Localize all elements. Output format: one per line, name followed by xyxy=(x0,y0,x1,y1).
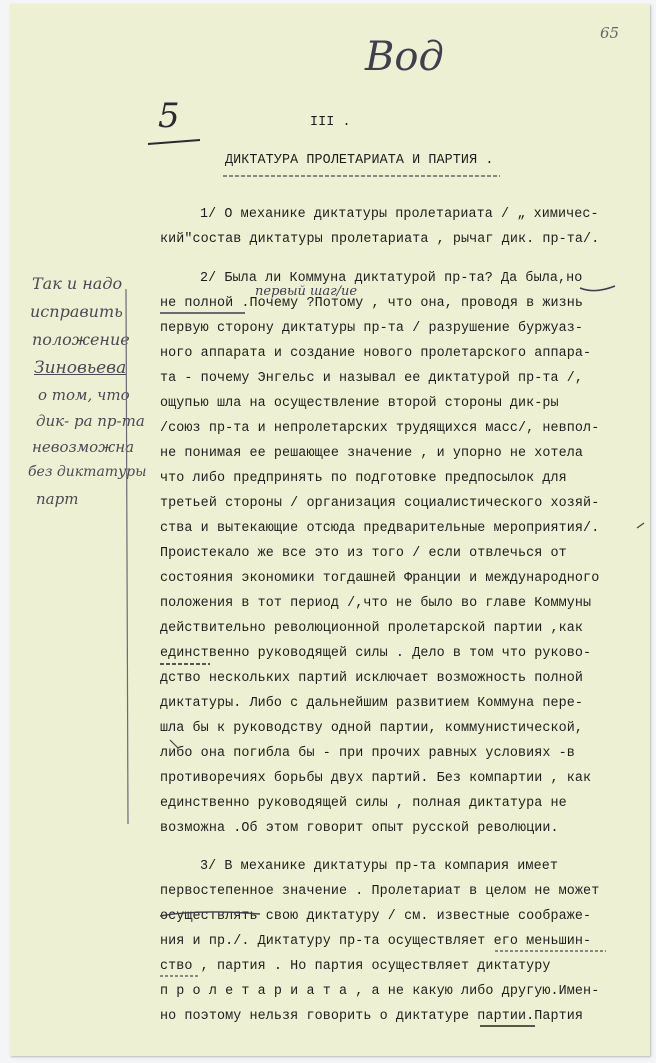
text-line: ощупью шла на осуществление второй стороны дик-ры xyxy=(160,396,559,411)
text-line: не полной .Почему ?Потому , что она, проводя в жизнь xyxy=(160,296,584,311)
underline-no xyxy=(580,286,615,291)
header-stamp: Вод xyxy=(365,34,444,80)
text-line: ния и пр./. Диктатуру пр-та осуществляет его меньшин- xyxy=(160,934,592,949)
margin-note-line: парт xyxy=(36,490,79,508)
page-number: 65 xyxy=(600,24,620,42)
text-line: что либо предпринять по подготовке предпосылок для xyxy=(160,471,567,486)
text-line: та - почему Энгельс и называл ее диктатурой пр-та /, xyxy=(160,371,584,386)
text-line: кий"состав диктатуры пролетариата , рычаг дик. пр-та/. xyxy=(160,232,600,247)
tick-mark xyxy=(170,740,178,748)
strike-osushchestvlyat xyxy=(160,912,260,916)
text-line: дство нескольких партий исключает возможность полной xyxy=(160,671,584,686)
text-line: но поэтому нельзя говорить о диктатуре партии.Партия xyxy=(160,1009,584,1024)
text-line: первостепенное значение . Пролетариат в целом не может xyxy=(160,884,600,899)
chapter-title: ДИКТАТУРА ПРОЛЕТАРИАТА И ПАРТИЯ . xyxy=(225,153,494,168)
text-line: /союз пр-та и непролетарских трудящихся масс/, невпол- xyxy=(160,421,600,436)
text-line: противоречиях борьбы двух партий. Без компартии , как xyxy=(160,771,592,786)
margin-note-line: о том, что xyxy=(38,386,130,404)
margin-note-line: без диктатуры xyxy=(28,464,147,480)
margin-note-line: Зиновьева xyxy=(34,358,127,378)
interlinear-note: первый шаг/ие xyxy=(255,284,358,299)
text-line: осуществлять свою диктатуру / см. известные соображе- xyxy=(160,909,592,924)
tick-mark xyxy=(637,523,644,528)
section-number-mark: 5 xyxy=(158,96,180,136)
margin-note-line: невозможна xyxy=(32,438,135,456)
text-line: третьей стороны / организация социалистического хозяй- xyxy=(160,496,600,511)
margin-note-line: положение xyxy=(32,330,130,349)
text-line: положения в тот период /,что не было во главе Коммуны xyxy=(160,596,592,611)
text-line: либо она погибла бы - при прочих равных условиях -в xyxy=(160,746,575,761)
margin-note-line: исправить xyxy=(30,302,123,321)
section-mark-underline xyxy=(148,140,200,144)
text-line: шла бы к руководству одной партии, коммунистической, xyxy=(160,721,584,736)
margin-bracket-line xyxy=(126,289,128,824)
text-line: действительно революционной пролетарской партии ,как xyxy=(160,621,584,636)
text-line: 3/ В механике диктатуры пр-та компария имеет xyxy=(200,859,558,874)
text-line: диктатуры. Либо с дальнейшим развитием Коммуна пере- xyxy=(160,696,584,711)
chapter-number: III . xyxy=(310,115,351,130)
margin-note-line: дик- ра пр-та xyxy=(36,412,145,430)
text-line: возможна .Об этом говорит опыт русской революции. xyxy=(160,821,559,836)
text-line: ного аппарата и создание нового пролетарского аппара- xyxy=(160,346,592,361)
text-line: ство , партия . Но партия осуществляет диктатуру xyxy=(160,959,551,974)
text-line: состояния экономики тогдашней Франции и международного xyxy=(160,571,600,586)
text-line: единственно руководящей силы , полная диктатура не xyxy=(160,796,567,811)
document-page xyxy=(10,4,650,1056)
margin-note-line: Так и надо xyxy=(32,274,123,293)
pencil-marks xyxy=(10,4,650,1056)
text-line: единственно руководящей силы . Дело в том что руково- xyxy=(160,646,592,661)
text-line: 2/ Была ли Коммуна диктатурой пр-та? Да была,но xyxy=(200,271,583,286)
text-line: 1/ О механике диктатуры пролетариата / „ химичес- xyxy=(200,207,599,222)
text-line: ства и вытекающие отсюда предварительные мероприятия/. xyxy=(160,521,600,536)
text-line: не понимая ее решающее значение , и упорно не хотела xyxy=(160,446,584,461)
text-line: Проистекало же все это из того / если отвлечься от xyxy=(160,546,567,561)
text-line: первую сторону диктатуры пр-та / разрушение буржуаз- xyxy=(160,321,584,336)
text-line: п р о л е т а р и а т а , а не какую либо другую.Имен- xyxy=(160,984,600,999)
